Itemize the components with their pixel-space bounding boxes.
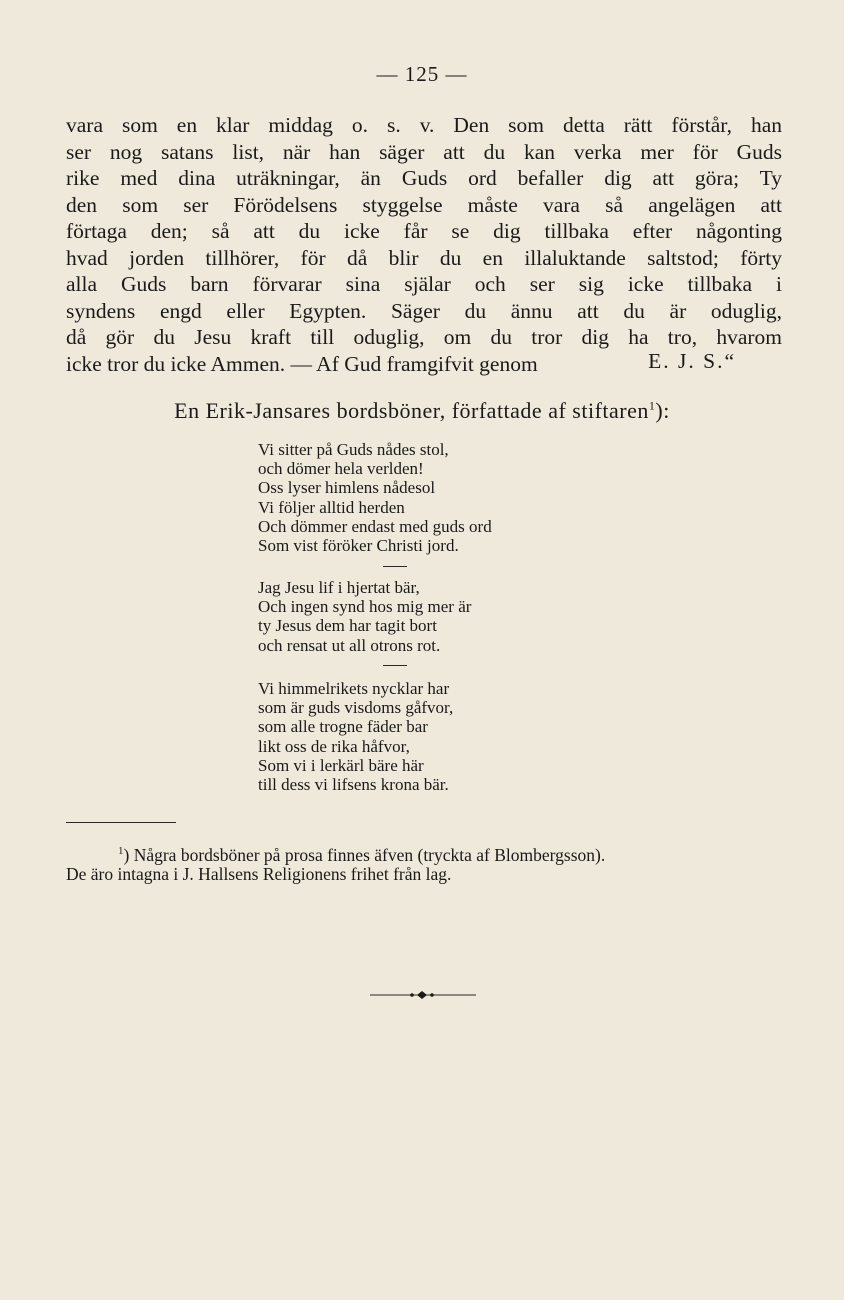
footnote-rule (66, 822, 176, 823)
verse-line: till dess vi lifsens krona bär. (258, 775, 449, 795)
verse-line: och rensat ut all otrons rot. (258, 635, 441, 655)
verse-line: likt oss de rika håfvor, (258, 736, 410, 756)
heading-suffix: ): (655, 398, 670, 423)
prayer-stanza-1 (258, 440, 492, 555)
signature: E. J. S.“ (648, 349, 736, 373)
prose-line: vara som en klar middag o. s. v. Den som detta rätt förstår, han (66, 113, 782, 137)
verse-line: Och ingen synd hos mig mer är (258, 597, 472, 617)
verse-line: som alle trogne fäder bar (258, 717, 428, 737)
prose-line: icke tror du icke Ammen. — Af Gud framgifvit genom (66, 351, 538, 376)
prose-line: hvad jorden tillhörer, för då blir du en illaluktande saltstod; förty (66, 245, 782, 270)
verse-line: Som vist föröker Christi jord. (258, 536, 459, 556)
verse-line: Vi himmelrikets nycklar har (258, 679, 450, 698)
prose-paragraph (66, 112, 782, 377)
page-number: — 125 — (376, 62, 468, 86)
heading-text: En Erik-Jansares bordsböner, författade af stiftaren (174, 398, 649, 423)
verse-line: Och dömmer endast med guds ord (258, 516, 492, 536)
footnote-line: De äro intagna i J. Hallsens Religionens frihet från lag. (66, 863, 452, 884)
prose-line: ser nog satans list, när han säger att du kan verka mer för Guds (66, 139, 782, 164)
prose-line: alla Guds barn förvarar sina själar och ser sig icke tillbaka i (66, 272, 782, 296)
prayer-stanza-2 (258, 578, 471, 655)
verse-line: Vi följer alltid herden (258, 497, 405, 517)
prayer-stanza-3 (258, 679, 453, 794)
verse-line: som är guds visdoms gåfvor, (258, 698, 454, 718)
section-heading (0, 398, 844, 424)
prose-line: den som ser Förödelsens styggelse måste vara så angelägen att (66, 192, 782, 217)
verse-line: Som vi i lerkärl bäre här (258, 755, 424, 775)
prose-line: rike med dina uträkningar, än Guds ord befaller dig att göra; Ty (66, 166, 782, 190)
footnote-mark: 1 (118, 845, 124, 857)
footnote (66, 842, 782, 884)
ornament-divider-icon (370, 990, 476, 1000)
footnote-reference: 1 (648, 398, 656, 413)
prose-line: då gör du Jesu kraft till oduglig, om du tror dig ha tro, hvarom (66, 325, 782, 349)
verse-line: Jag Jesu lif i hjertat bär, (258, 578, 420, 597)
prose-line: syndens engd eller Egypten. Säger du ännu att du är oduglig, (66, 298, 782, 323)
verse-line: Vi sitter på Guds nådes stol, (258, 440, 449, 459)
footnote-text: ) Några bordsböner på prosa finnes äfven (tryckta af Blombergsson). (123, 844, 606, 865)
prose-line: förtaga den; så att du icke får se dig tillbaka efter någonting (66, 219, 782, 243)
verse-line: Oss lyser himlens nådesol (258, 478, 436, 498)
stanza-divider (383, 566, 407, 567)
footnote-line (66, 842, 782, 865)
verse-line: ty Jesus dem har tagit bort (258, 616, 437, 636)
verse-line: och dömer hela verlden! (258, 459, 424, 479)
stanza-divider (383, 665, 407, 666)
